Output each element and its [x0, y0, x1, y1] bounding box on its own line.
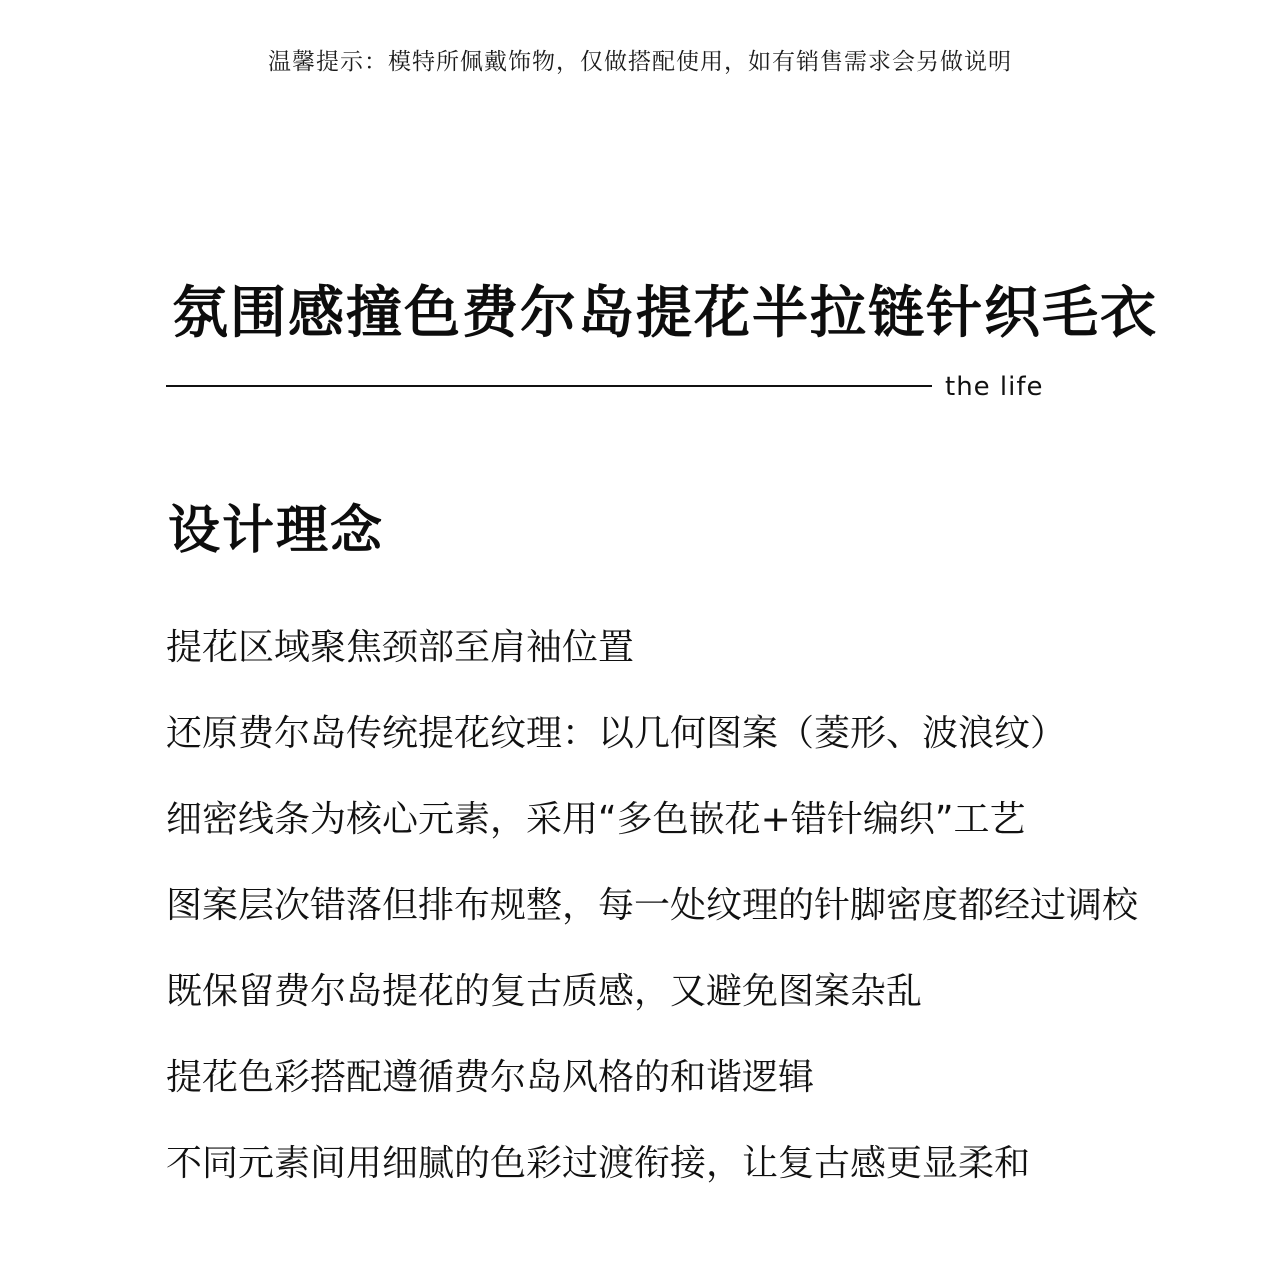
design-point: 不同元素间用细腻的色彩过渡衔接，让复古感更显柔和 [166, 1143, 1031, 1184]
design-point: 提花区域聚焦颈部至肩袖位置 [166, 627, 635, 668]
design-point: 提花色彩搭配遵循费尔岛风格的和谐逻辑 [166, 1057, 815, 1098]
design-point: 细密线条为核心元素，采用“多色嵌花+错针编织”工艺 [166, 799, 1026, 840]
product-title: 氛围感撞色费尔岛提花半拉链针织毛衣 [172, 281, 1158, 346]
design-points-list [166, 626, 1246, 1228]
tagline: the life [945, 372, 1044, 402]
notice-text: 温馨提示：模特所佩戴饰物，仅做搭配使用，如有销售需求会另做说明 [268, 49, 1012, 75]
design-point: 图案层次错落但排布规整，每一处纹理的针脚密度都经过调校 [166, 885, 1139, 926]
section-heading: 设计理念 [168, 501, 385, 561]
design-point: 还原费尔岛传统提花纹理：以几何图案（菱形、波浪纹） [166, 713, 1067, 754]
title-divider [166, 385, 932, 387]
design-point: 既保留费尔岛提花的复古质感，又避免图案杂乱 [166, 971, 923, 1012]
